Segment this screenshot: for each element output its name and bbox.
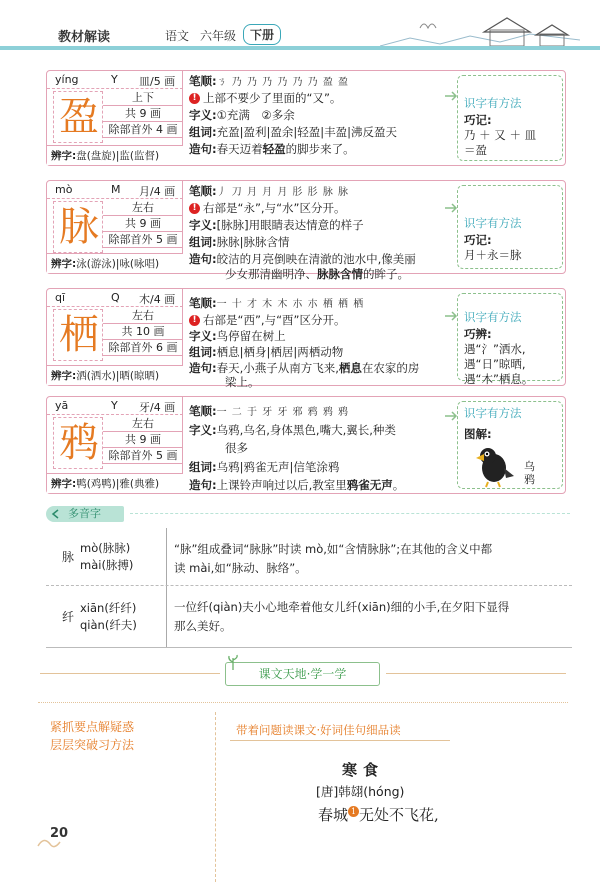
header-subject: 语文 [165,29,190,43]
method-title: 识字有方法 [464,96,522,110]
warning-icon: ! [189,203,200,214]
method-sub: 图解: [464,427,492,441]
duoyin-py1: xiān(纤纤) [80,601,137,615]
page-number: 20 [50,826,69,841]
meaning-cont: 很多 [225,441,248,455]
page-header [0,0,600,48]
words: 乌鸦|鸦雀无声|信笔涂鸦 [216,460,340,474]
radical: 木/4 画 [139,293,176,306]
leaf-icon [226,654,240,670]
crow-icon [472,442,518,488]
warning-icon: ! [189,93,200,104]
duoyin-char: 脉 [62,550,75,564]
method-body: 遇“氵”洒水, [464,342,526,356]
big-char: 盈 [59,94,99,140]
radical: 皿/5 画 [139,75,176,88]
warning-text: 右部是“永”,与“水”区分开。 [203,201,346,215]
note-marker[interactable]: 1 [348,806,359,817]
initial: Q [111,291,120,304]
total-strokes: 共 9 画 [103,106,183,122]
char-card-ying: yíng Y 皿/5 画 盈 上下 共 9 画 除部首外 4 画 辨字:盘(盘旋)|监(监督) 笔顺:ㄋ 乃 乃 乃 乃 乃 乃 盈 盈 ! 上部不要少了里面的“又”。 字义:①充满 ②多余 组词:充盈|盈利|盈余|轻盈|丰盈|沸反盈天 造句:春天迈着轻盈的脚步来了。 识字有方法 巧记: 乃 ＋ 又 ＋ 皿 ＝盈 [46,70,566,166]
stroke-order: 一 十 才 木 木 朩 朩 栖 栖 栖 [216,299,365,310]
stroke-order: 一 二 于 牙 牙 邪 鸦 鸦 鸦 [216,407,350,418]
table-row [46,528,572,586]
total-strokes: 共 10 画 [103,324,183,340]
structure: 左右 [103,308,183,324]
divider [130,513,570,514]
method-sub: 巧记: [464,233,492,247]
initial: M [111,183,121,196]
method-box [457,185,563,269]
except-strokes: 除部首外 5 画 [103,232,183,248]
big-char: 鸦 [59,420,99,466]
section-banner: 课文天地·学一学 [225,662,380,686]
header-grade: 六年级 [200,29,237,43]
method-sub: 巧记: [464,113,492,127]
big-char: 脉 [59,204,99,250]
poem-author: [唐]韩翃(hóng) [316,784,405,799]
char-card-mo: mò M 月/4 画 脉 左右 共 9 画 除部首外 5 画 辨字:泳(游泳)|咏(咏唱) 笔顺:丿 刀 月 月 月 肜 肜 脉 脉 ! 右部是“永”,与“水”区分开。 字义:[脉脉]用眼睛表达情意的样子 组词:脉脉|脉脉含情 造句:皎洁的月亮倒映在清澈的池水中,像美丽 少女那清幽明净、脉脉含情的眸子。 识字有方法 巧记: 月＋永＝脉 [46,180,566,274]
meaning: 乌鸦,乌名,身体黑色,嘴大,翼长,种类 [216,423,396,437]
pinyin: mò [55,183,73,196]
total-strokes: 共 9 画 [103,432,183,448]
left-slogan: 紧抓要点解疑惑 层层突破习方法 [50,720,135,752]
method-box [457,293,563,386]
duoyin-char: 纤 [62,610,75,624]
bianzi: 辨字:盘(盘旋)|监(监督) [47,145,183,165]
warning-icon: ! [189,315,200,326]
except-strokes: 除部首外 5 画 [103,448,183,464]
method-body: 月＋永＝脉 [464,248,522,262]
char-card-qi: qī Q 木/4 画 栖 左右 共 10 画 除部首外 6 画 辨字:洒(洒水)|晒(晾晒) 笔顺:一 十 才 木 木 朩 朩 栖 栖 栖 ! 右部是“西”,与“酉”区分开。 字义:鸟停留在树上 组词:栖息|栖身|栖居|两栖动物 造句:春天,小燕子从南方飞来,栖息在农家的房 梁上。 识字有方法 巧辨: 遇“氵”洒水, 遇“日”晾晒, 遇“木”栖息。 [46,288,566,386]
except-strokes: 除部首外 4 画 [103,122,183,138]
char-card-ya: yā Y 牙/4 画 鸦 左右 共 9 画 除部首外 5 画 辨字:鸭(鸡鸭)|雅(典雅) 笔顺:一 二 于 牙 牙 邪 鸦 鸦 鸦 字义:乌鸦,乌名,身体黑色,嘴大,翼长,种类 很多 组词:乌鸦|鸦雀无声|信笔涂鸦 造句:上课铃声响过以后,教室里鸦雀无声。 识字有方法 图解: 乌鸦 [46,396,566,494]
header-title: 教材解读 [58,30,111,45]
bianzi: 辨字:泳(游泳)|咏(咏唱) [47,253,183,273]
duoyin-desc1: “脉”组成叠词“脉脉”时读 mò,如“含情脉脉”;在其他的含义中都 [174,542,493,556]
stroke-order: ㄋ 乃 乃 乃 乃 乃 乃 盈 盈 [216,77,350,88]
header-bar [0,46,600,50]
duoyin-desc1: 一位纤(qiàn)夫小心地牵着他女儿纤(xiān)细的小手,在夕阳下显得 [174,600,510,614]
pinyin: yā [55,399,69,412]
warning-text: 上部不要少了里面的“又”。 [203,91,342,105]
method-body3: 遇“木”栖息。 [464,372,534,386]
duoyin-desc2: 那么美好。 [174,619,232,633]
method-body2: ＝盈 [464,143,487,157]
method-sub: 巧辨: [464,327,492,341]
duoyin-table [46,528,572,650]
warning-text: 右部是“西”,与“酉”区分开。 [203,313,346,327]
bianzi: 辨字:洒(洒水)|晒(晾晒) [47,365,183,385]
structure: 上下 [103,90,183,106]
pinyin: qī [55,291,66,304]
radical: 牙/4 画 [139,401,176,414]
duoyin-py2: qiàn(纤夫) [80,618,137,632]
structure: 左右 [103,200,183,216]
method-box [457,401,563,489]
poem-title: 寒食 [342,761,385,779]
meaning: ①充满 ②多余 [216,108,295,122]
structure: 左右 [103,416,183,432]
chevron-icon [50,509,66,519]
words: 充盈|盈利|盈余|轻盈|丰盈|沸反盈天 [216,125,397,139]
meaning: [脉脉]用眼睛表达情意的样子 [216,218,364,232]
duoyin-desc2: 读 mài,如“脉动、脉络”。 [174,561,307,575]
radical: 月/4 画 [139,185,176,198]
meaning: 鸟停留在树上 [216,329,286,343]
right-slogan: 带着问题读课文·好词佳句细品读 [236,723,401,737]
big-char: 栖 [59,312,99,358]
initial: Y [111,399,118,412]
words: 脉脉|脉脉含情 [216,235,290,249]
method-box [457,75,563,161]
initial: Y [111,73,118,86]
method-title: 识字有方法 [464,406,522,420]
method-title: 识字有方法 [464,216,522,230]
table-row [46,586,572,648]
header-volume-tag: 下册 [243,24,281,45]
bianzi: 辨字:鸭(鸡鸭)|雅(典雅) [47,473,183,493]
crow-label: 乌鸦 [524,460,535,486]
poem-line: 春城 1 无处不飞花, [318,806,439,824]
pinyin: yíng [55,73,79,86]
duoyin-tag: 多音字 [46,506,124,522]
house-decoration-icon [380,8,580,48]
method-body: 乃 ＋ 又 ＋ 皿 [464,128,537,142]
stroke-order: 丿 刀 月 月 月 肜 肜 脉 脉 [216,187,350,198]
method-title: 识字有方法 [464,310,522,324]
duoyin-py2: mài(脉搏) [80,558,134,572]
except-strokes: 除部首外 6 画 [103,340,183,356]
duoyin-py1: mò(脉脉) [80,541,131,555]
method-body2: 遇“日”晾晒, [464,357,526,371]
words: 栖息|栖身|栖居|两栖动物 [216,345,344,359]
char-info [47,71,183,165]
total-strokes: 共 9 画 [103,216,183,232]
